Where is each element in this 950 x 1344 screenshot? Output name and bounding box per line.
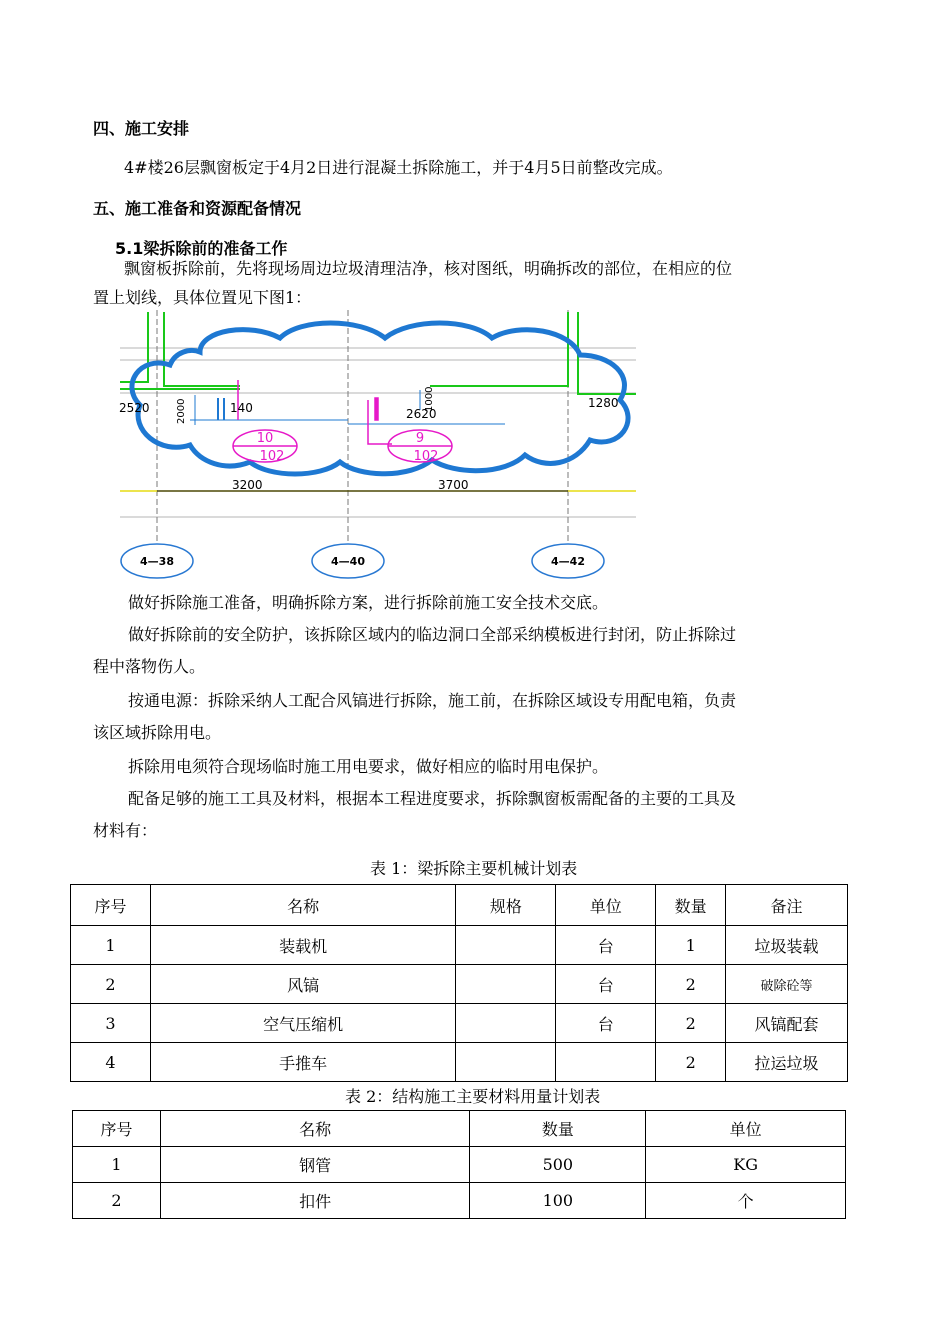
dim-2620: 2620	[406, 407, 437, 421]
table-cell: 1	[73, 1147, 161, 1183]
paragraph-3-line-2: 该区域拆除用电。	[93, 723, 222, 742]
dim-vertical-b: 1000	[424, 386, 435, 412]
table-cell: 1	[656, 926, 726, 965]
dim-2520: 2520	[119, 401, 150, 415]
table-cell: 垃圾装载	[726, 926, 848, 965]
header-cell: 名称	[160, 1111, 470, 1147]
table-cell: 风镐	[150, 965, 456, 1004]
axis-lines	[157, 310, 568, 545]
header-cell: 数量	[656, 885, 726, 926]
dim-140: 140	[230, 401, 253, 415]
table-cell: 2	[656, 1043, 726, 1082]
table-cell: 拉运垃圾	[726, 1043, 848, 1082]
cad-drawing-figure	[118, 306, 638, 582]
table-header-row	[73, 1111, 846, 1147]
table-cell: KG	[646, 1147, 846, 1183]
header-cell: 数量	[470, 1111, 646, 1147]
table-row	[73, 1147, 846, 1183]
section-4-body: 4#楼26层飘窗板定于4月2日进行混凝土拆除施工，并于4月5日前整改完成。	[124, 158, 673, 177]
table-2-caption: 表 2：结构施工主要材料用量计划表	[345, 1087, 601, 1106]
materials-table	[72, 1110, 846, 1219]
tag-2-top: 9	[415, 431, 425, 446]
table-cell: 破除砼等	[726, 965, 848, 1004]
table-row	[71, 1004, 848, 1043]
table-row	[71, 926, 848, 965]
header-cell: 序号	[71, 885, 151, 926]
table-cell: 台	[556, 1004, 656, 1043]
paragraph-5-line-2: 材料有：	[93, 821, 158, 840]
table-1-caption: 表 1：梁拆除主要机械计划表	[370, 859, 578, 878]
table-cell: 空气压缩机	[150, 1004, 456, 1043]
dim-vertical-a: 2000	[176, 398, 187, 424]
table-cell: 装载机	[150, 926, 456, 965]
header-cell: 序号	[73, 1111, 161, 1147]
header-cell: 名称	[150, 885, 456, 926]
tag-1-bottom: 102	[259, 449, 285, 464]
section-5-1-heading: 5.1梁拆除前的准备工作	[115, 239, 288, 258]
axis-label-3: 4—42	[551, 555, 585, 568]
table-cell: 500	[470, 1147, 646, 1183]
table-cell: 手推车	[150, 1043, 456, 1082]
header-cell: 单位	[646, 1111, 846, 1147]
paragraph-2-line-2: 程中落物伤人。	[93, 657, 206, 676]
table-header-row	[71, 885, 848, 926]
header-cell: 备注	[726, 885, 848, 926]
paragraph-4: 拆除用电须符合现场临时施工用电要求，做好相应的临时用电保护。	[128, 757, 609, 776]
dim-1280: 1280	[588, 396, 619, 410]
tag-2-bottom: 102	[413, 449, 439, 464]
table-cell: 100	[470, 1183, 646, 1219]
header-cell: 规格	[456, 885, 556, 926]
table-cell: 2	[71, 965, 151, 1004]
axis-label-1: 4—38	[140, 555, 174, 568]
paragraph-1: 做好拆除施工准备，明确拆除方案，进行拆除前施工安全技术交底。	[128, 593, 609, 612]
intro-line-1: 飘窗板拆除前，先将现场周边垃圾清理洁净，核对图纸，明确拆改的部位，在相应的位	[124, 259, 733, 278]
table-cell	[556, 1043, 656, 1082]
table-cell: 2	[656, 965, 726, 1004]
table-cell: 2	[656, 1004, 726, 1043]
table-cell: 4	[71, 1043, 151, 1082]
table-row	[71, 965, 848, 1004]
table-cell	[456, 926, 556, 965]
table-row	[71, 1043, 848, 1082]
table-cell: 台	[556, 926, 656, 965]
tag-1-top: 10	[256, 431, 274, 446]
intro-line-2: 置上划线，具体位置见下图1：	[93, 288, 312, 307]
table-cell	[456, 965, 556, 1004]
paragraph-2-line-1: 做好拆除前的安全防护，该拆除区域内的临边洞口全部采纳模板进行封闭，防止拆除过	[128, 625, 737, 644]
table-cell: 1	[71, 926, 151, 965]
table-cell: 风镐配套	[726, 1004, 848, 1043]
section-5-heading: 五、施工准备和资源配备情况	[93, 199, 302, 218]
dim-3700: 3700	[438, 478, 469, 492]
paragraph-5-line-1: 配备足够的施工工具及材料，根据本工程进度要求，拆除飘窗板需配备的主要的工具及	[128, 789, 737, 808]
axis-label-2: 4—40	[331, 555, 365, 568]
table-cell: 3	[71, 1004, 151, 1043]
paragraph-3-line-1: 按通电源：拆除采纳人工配合风镐进行拆除，施工前，在拆除区域设专用配电箱，负责	[128, 691, 737, 710]
table-cell: 2	[73, 1183, 161, 1219]
table-cell	[456, 1043, 556, 1082]
table-cell: 扣件	[160, 1183, 470, 1219]
table-cell: 钢管	[160, 1147, 470, 1183]
dim-3200: 3200	[232, 478, 263, 492]
machinery-table	[70, 884, 848, 1082]
header-cell: 单位	[556, 885, 656, 926]
section-4-heading: 四、施工安排	[93, 119, 190, 138]
table-cell: 台	[556, 965, 656, 1004]
table-cell	[456, 1004, 556, 1043]
table-row	[73, 1183, 846, 1219]
table-cell: 个	[646, 1183, 846, 1219]
opening-symbol	[218, 398, 224, 420]
revision-cloud	[132, 323, 628, 474]
